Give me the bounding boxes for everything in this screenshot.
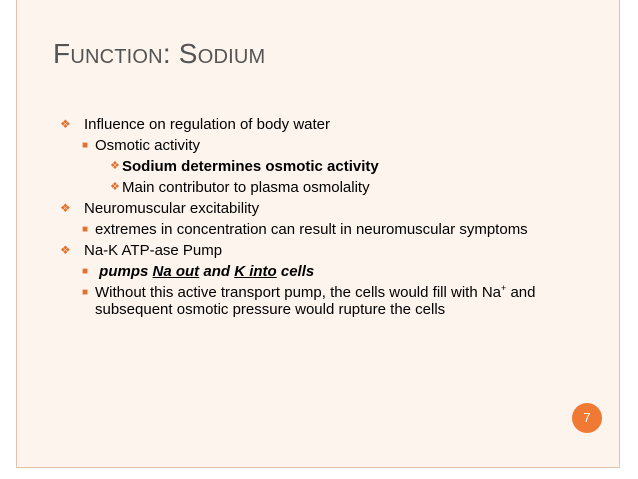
title-rest-odium: ODIUM [197, 46, 266, 68]
page-number-badge: 7 [572, 403, 602, 433]
bullet-text [95, 263, 560, 280]
na-out-text: Na out [152, 263, 200, 280]
list-item [60, 284, 560, 318]
bullet-icon: ❖ [60, 117, 71, 131]
k-into-text: K into [234, 263, 277, 280]
bullet-icon: ❖ [110, 160, 120, 172]
plus-superscript: + [501, 283, 507, 293]
bullet-list [60, 116, 560, 322]
list-item [60, 137, 560, 154]
and-text: and [199, 263, 235, 280]
title-initial-s: S [178, 38, 198, 69]
bullet-text: Na-K ATP-ase Pump [84, 242, 223, 259]
pump-text-part2: and subsequent osmotic pressure would rupture the cells [95, 284, 536, 318]
list-item [60, 263, 560, 280]
bullet-icon: ❖ [60, 201, 71, 215]
list-item [60, 179, 560, 196]
bullet-text: Neuromuscular excitability [84, 200, 260, 217]
bullet-text: Sodium determines osmotic activity [122, 158, 379, 175]
list-item [60, 200, 560, 217]
bullet-text: Influence on regulation of body water [84, 116, 330, 133]
square-bullet-icon: ■ [82, 266, 89, 277]
square-bullet-icon: ■ [82, 224, 89, 235]
list-item [60, 242, 560, 259]
slide-title [53, 38, 265, 70]
list-item [60, 116, 560, 133]
list-item [60, 158, 560, 175]
bullet-icon: ❖ [60, 243, 71, 257]
title-initial-f: F [53, 38, 71, 69]
pump-text-part1: Without this active transport pump, the cells would fill with Na [95, 284, 502, 301]
bullet-text: Main contributor to plasma osmolality [122, 179, 370, 196]
square-bullet-icon: ■ [82, 140, 89, 151]
list-item [60, 221, 560, 238]
title-colon: : [162, 38, 179, 69]
bullet-text: extremes in concentration can result in neuromuscular symptoms [95, 221, 528, 238]
bullet-text: Osmotic activity [95, 137, 201, 154]
bullet-icon: ❖ [110, 181, 120, 193]
title-rest-unction: UNCTION [70, 46, 163, 68]
bullet-text [95, 284, 560, 318]
pumps-text: pumps [99, 263, 153, 280]
cells-text: cells [276, 263, 315, 280]
square-bullet-icon: ■ [82, 287, 89, 298]
